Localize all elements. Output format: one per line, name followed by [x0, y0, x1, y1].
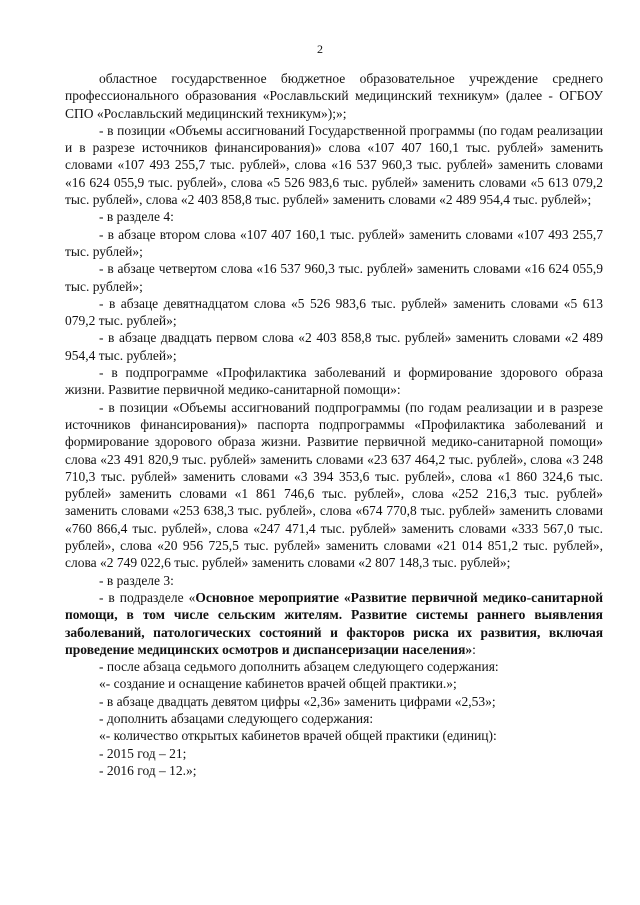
- page-number: 2: [317, 42, 323, 56]
- paragraph-13: «- создание и оснащение кабинетов врачей общей практики.»;: [99, 676, 457, 692]
- paragraph-7: - в абзаце двадцать первом слова «2 403 858,8 тыс. рублей» заменить словами «2 489 954,4 тыс. рублей»;: [65, 330, 603, 363]
- paragraph-18: - 2016 год – 12.»;: [99, 762, 197, 778]
- paragraph-15: - дополнить абзацами следующего содержания:: [99, 710, 374, 726]
- document-body: [65, 70, 603, 779]
- paragraph-4: - в абзаце втором слова «107 407 160,1 тыс. рублей» заменить словами «107 493 255,7 тыс. рублей»;: [65, 226, 603, 259]
- paragraph-8: - в подпрограмме «Профилактика заболеваний и формирование здорового образа жизни. Развитие первичной медико-санитарной помощи»:: [65, 365, 603, 398]
- paragraph-2: - в позиции «Объемы ассигнований Государственной программы (по годам реализации и в разрезе источников финансирования)» слова «107 407 160,1 тыс. рублей» заменить словами «107 493 255,7 тыс. рублей», слова «16 537 960,3 тыс. рублей» заменить словами «16 624 055,9 тыс. рублей», слова «5 526 983,6 тыс. рублей» заменить словами «5 613 079,2 тыс. рублей», слова «2 403 858,8 тыс. рублей» заменить словами «2 489 954,4 тыс. рублей»;: [65, 122, 603, 208]
- paragraph-10: - в разделе 3:: [99, 572, 174, 588]
- paragraph-9: - в позиции «Объемы ассигнований подпрограммы (по годам реализации и в разрезе источников финансирования)» паспорта подпрограммы «Профилактика заболеваний и формирование здорового образа жизни. Развитие первичной медико-санитарной помощи» слова «23 491 820,9 тыс. рублей» заменить словами «23 637 464,2 тыс. рублей», слова «3 248 710,3 тыс. рублей» заменить словами «3 394 353,6 тыс. рублей», слова «1 860 324,6 тыс. рублей» заменить словами «1 861 746,6 тыс. рублей», слова «252 216,3 тыс. рублей» заменить словами «253 638,3 тыс. рублей», слова «674 770,8 тыс. рублей» заменить словами «760 866,4 тыс. рублей», слова «247 471,4 тыс. рублей» заменить словами «333 567,0 тыс. рублей», слова «20 956 725,5 тыс. рублей» заменить словами «21 014 851,2 тыс. рублей», слова «2 749 022,6 тыс. рублей» заменить словами «2 807 148,3 тыс. рублей»;: [65, 399, 603, 571]
- paragraph-11-bold-title: Основное мероприятие «Развитие первичной медико-санитарной помощи, в том числе сельским жителям. Развитие системы раннего выявления заболеваний, патологических состояний и факторов риска их развития, включая проведение медицинских осмотров и диспансеризации населения»: [65, 589, 603, 657]
- paragraph-5: - в абзаце четвертом слова «16 537 960,3 тыс. рублей» заменить словами «16 624 055,9 тыс. рублей»;: [65, 261, 603, 294]
- paragraph-11: [65, 589, 603, 658]
- paragraph-1: областное государственное бюджетное образовательное учреждение среднего профессионального образования «Рославльский медицинский техникум» (далее - ОГБОУ СПО «Рославльский медицинский техникум»);»;: [65, 71, 603, 121]
- paragraph-6: - в абзаце девятнадцатом слова «5 526 983,6 тыс. рублей» заменить словами «5 613 079,2 тыс. рублей»;: [65, 295, 603, 329]
- paragraph-11-lead: - в подразделе «: [99, 589, 196, 605]
- paragraph-14: - в абзаце двадцать девятом цифры «2,36» заменить цифрами «2,53»;: [99, 693, 496, 709]
- paragraph-11-tail: :: [472, 641, 476, 657]
- paragraph-16: «- количество открытых кабинетов врачей общей практики (единиц):: [99, 728, 497, 744]
- paragraph-3: - в разделе 4:: [99, 209, 174, 225]
- paragraph-17: - 2015 год – 21;: [99, 745, 187, 761]
- paragraph-12: - после абзаца седьмого дополнить абзацем следующего содержания:: [99, 659, 499, 675]
